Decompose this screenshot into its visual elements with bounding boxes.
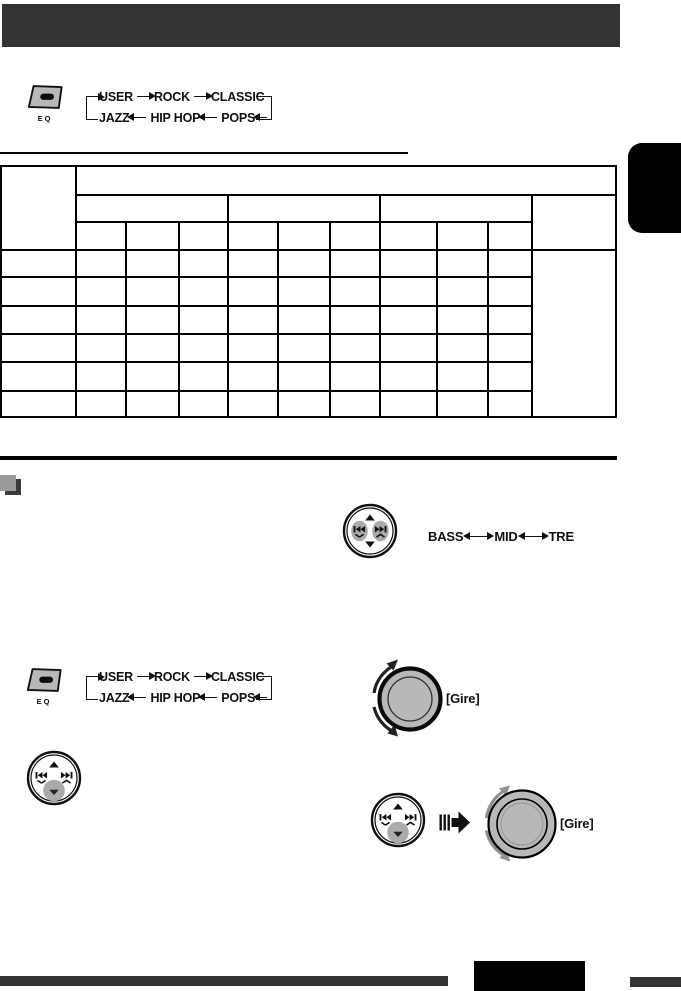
table-line (0, 165, 2, 418)
table-line (0, 165, 617, 167)
cycle-item-classic: CLASSIC (210, 669, 265, 684)
gire-label: [Gire] (446, 691, 480, 706)
cycle-item-hiphop: HIP HOP (150, 690, 201, 705)
eq-mode-cycle-diagram (84, 668, 286, 710)
control-pad-icon (341, 502, 399, 560)
cycle-item-jazz: JAZZ (99, 690, 130, 705)
tone-item-bass: BASS (428, 529, 464, 544)
table-line (0, 305, 532, 307)
arrow-right-icon (137, 96, 150, 98)
language-side-tab (628, 143, 681, 233)
cycle-loop-line-left (86, 676, 98, 700)
tone-item-tre: TRE (548, 529, 574, 544)
tone-flow-diagram (428, 529, 574, 544)
table-line (178, 221, 180, 418)
arrow-right-icon (137, 676, 150, 678)
rotary-knob-icon (483, 785, 561, 863)
footer-bar (0, 976, 448, 986)
arrow-left-icon (133, 697, 146, 699)
tone-item-mid: MID (494, 529, 518, 544)
arrow-left-icon (204, 697, 217, 699)
gire-label: [Gire] (560, 816, 594, 831)
cycle-item-jazz: JAZZ (99, 110, 130, 125)
footer-bar (630, 977, 681, 987)
arrow-left-icon (204, 117, 217, 119)
rotary-knob-icon (365, 656, 455, 742)
table-line (0, 416, 617, 418)
table-line (76, 221, 532, 223)
eq-button-icon (25, 667, 63, 693)
cycle-item-rock: ROCK (153, 669, 190, 684)
section-divider (0, 456, 617, 460)
table-line (487, 221, 489, 418)
table-line (277, 221, 279, 418)
cycle-item-user: USER (99, 669, 133, 684)
table-line (0, 361, 532, 363)
then-arrow-icon (439, 806, 471, 838)
cycle-item-pops: POPS (221, 110, 256, 125)
cycle-item-user: USER (99, 89, 133, 104)
footer-black-box (474, 961, 585, 991)
eq-button-icon (26, 84, 64, 110)
table-line (531, 194, 533, 418)
cycle-loop-line-left (86, 96, 98, 120)
arrow-right-icon (194, 676, 207, 678)
double-arrow-icon (524, 536, 543, 538)
table-line (436, 221, 438, 418)
table-line (329, 221, 331, 418)
table-line (75, 165, 77, 418)
arrow-left-icon (133, 117, 146, 119)
cycle-item-pops: POPS (221, 690, 256, 705)
cycle-item-hiphop: HIP HOP (150, 110, 201, 125)
arrow-right-icon (194, 96, 207, 98)
table-line (379, 194, 381, 418)
table-line (227, 194, 229, 418)
table-line (76, 194, 617, 196)
control-pad-icon (25, 749, 83, 807)
cycle-item-classic: CLASSIC (210, 89, 265, 104)
table-line (615, 165, 617, 418)
section-marker (0, 475, 16, 491)
control-pad-icon (369, 791, 427, 849)
eq-button-label: EQ (37, 114, 53, 123)
table-line (0, 276, 532, 278)
heading-underline (0, 152, 408, 154)
eq-button-label: EQ (36, 697, 52, 706)
eq-mode-cycle-diagram (84, 88, 286, 130)
arrow-left-icon (259, 117, 267, 119)
cycle-item-rock: ROCK (153, 89, 190, 104)
table-line (125, 221, 127, 418)
table-line (0, 390, 532, 392)
table-line (0, 249, 617, 251)
double-arrow-icon (469, 536, 488, 538)
table-line (0, 333, 532, 335)
arrow-left-icon (259, 697, 267, 699)
page-header-bar (2, 4, 620, 47)
